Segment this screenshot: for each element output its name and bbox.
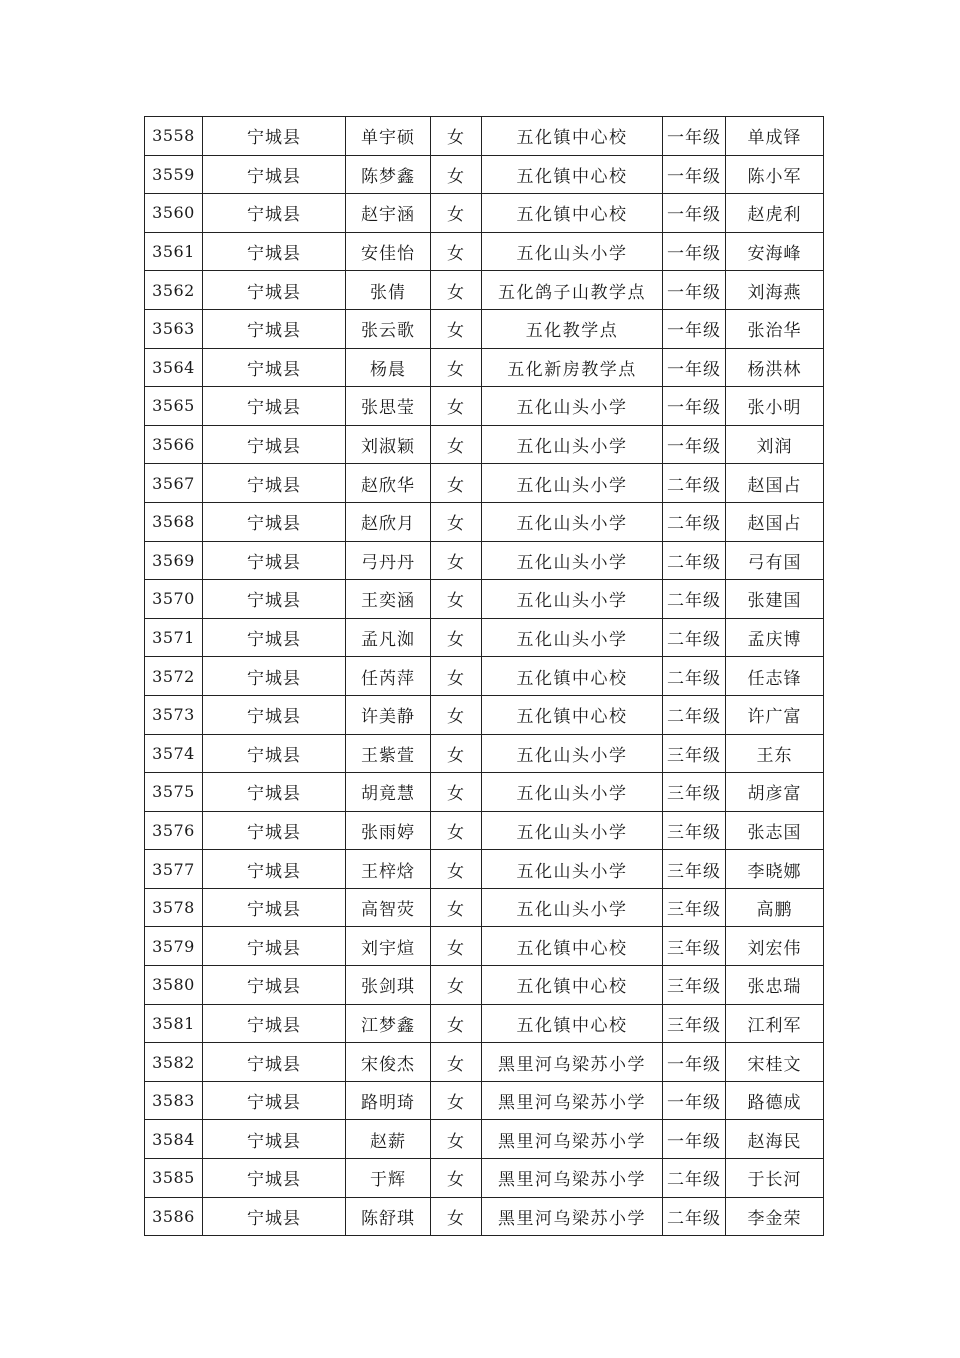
cell-county: 宁城县 bbox=[203, 232, 346, 271]
cell-guardian: 张治华 bbox=[726, 309, 824, 348]
cell-school: 五化镇中心校 bbox=[482, 1004, 663, 1043]
cell-number: 3578 bbox=[145, 888, 203, 927]
cell-grade: 一年级 bbox=[663, 425, 726, 464]
cell-county: 宁城县 bbox=[203, 194, 346, 233]
cell-grade: 一年级 bbox=[663, 271, 726, 310]
cell-grade: 三年级 bbox=[663, 734, 726, 773]
cell-student-name: 于辉 bbox=[346, 1159, 431, 1198]
cell-gender: 女 bbox=[431, 811, 482, 850]
cell-student-name: 高智荧 bbox=[346, 888, 431, 927]
cell-number: 3579 bbox=[145, 927, 203, 966]
cell-guardian: 李金荣 bbox=[726, 1197, 824, 1236]
cell-number: 3566 bbox=[145, 425, 203, 464]
table-row bbox=[145, 734, 824, 773]
cell-gender: 女 bbox=[431, 1004, 482, 1043]
cell-gender: 女 bbox=[431, 1197, 482, 1236]
cell-county: 宁城县 bbox=[203, 657, 346, 696]
cell-county: 宁城县 bbox=[203, 387, 346, 426]
cell-county: 宁城县 bbox=[203, 117, 346, 156]
cell-county: 宁城县 bbox=[203, 348, 346, 387]
table-row bbox=[145, 1159, 824, 1198]
cell-gender: 女 bbox=[431, 734, 482, 773]
table-row bbox=[145, 309, 824, 348]
cell-grade: 二年级 bbox=[663, 1197, 726, 1236]
cell-county: 宁城县 bbox=[203, 155, 346, 194]
cell-county: 宁城县 bbox=[203, 1043, 346, 1082]
cell-school: 五化镇中心校 bbox=[482, 966, 663, 1005]
cell-grade: 二年级 bbox=[663, 657, 726, 696]
cell-gender: 女 bbox=[431, 966, 482, 1005]
cell-gender: 女 bbox=[431, 927, 482, 966]
table-row bbox=[145, 1120, 824, 1159]
cell-gender: 女 bbox=[431, 271, 482, 310]
cell-number: 3583 bbox=[145, 1081, 203, 1120]
cell-student-name: 弓丹丹 bbox=[346, 541, 431, 580]
cell-grade: 一年级 bbox=[663, 348, 726, 387]
cell-number: 3569 bbox=[145, 541, 203, 580]
cell-number: 3561 bbox=[145, 232, 203, 271]
cell-number: 3577 bbox=[145, 850, 203, 889]
cell-guardian: 赵国占 bbox=[726, 464, 824, 503]
cell-grade: 二年级 bbox=[663, 1159, 726, 1198]
cell-grade: 一年级 bbox=[663, 232, 726, 271]
cell-student-name: 赵宇涵 bbox=[346, 194, 431, 233]
table-row bbox=[145, 580, 824, 619]
cell-number: 3573 bbox=[145, 695, 203, 734]
cell-student-name: 陈舒琪 bbox=[346, 1197, 431, 1236]
cell-gender: 女 bbox=[431, 580, 482, 619]
table-row bbox=[145, 271, 824, 310]
cell-school: 五化镇中心校 bbox=[482, 117, 663, 156]
table-row bbox=[145, 773, 824, 812]
cell-gender: 女 bbox=[431, 541, 482, 580]
cell-school: 五化山头小学 bbox=[482, 618, 663, 657]
cell-student-name: 许美静 bbox=[346, 695, 431, 734]
cell-number: 3575 bbox=[145, 773, 203, 812]
cell-gender: 女 bbox=[431, 309, 482, 348]
cell-grade: 三年级 bbox=[663, 811, 726, 850]
table-row bbox=[145, 155, 824, 194]
cell-county: 宁城县 bbox=[203, 811, 346, 850]
cell-guardian: 张建国 bbox=[726, 580, 824, 619]
table-row bbox=[145, 502, 824, 541]
cell-school: 五化山头小学 bbox=[482, 888, 663, 927]
cell-gender: 女 bbox=[431, 1043, 482, 1082]
cell-grade: 三年级 bbox=[663, 888, 726, 927]
cell-school: 黑里河乌梁苏小学 bbox=[482, 1081, 663, 1120]
roster-body bbox=[145, 117, 824, 1236]
cell-student-name: 路明琦 bbox=[346, 1081, 431, 1120]
cell-grade: 三年级 bbox=[663, 1004, 726, 1043]
cell-student-name: 单宇硕 bbox=[346, 117, 431, 156]
cell-guardian: 任志锋 bbox=[726, 657, 824, 696]
cell-student-name: 张思莹 bbox=[346, 387, 431, 426]
cell-school: 五化镇中心校 bbox=[482, 155, 663, 194]
cell-number: 3560 bbox=[145, 194, 203, 233]
cell-guardian: 张小明 bbox=[726, 387, 824, 426]
table-row bbox=[145, 348, 824, 387]
table-row bbox=[145, 1197, 824, 1236]
cell-county: 宁城县 bbox=[203, 541, 346, 580]
cell-gender: 女 bbox=[431, 773, 482, 812]
cell-number: 3581 bbox=[145, 1004, 203, 1043]
cell-guardian: 杨洪林 bbox=[726, 348, 824, 387]
cell-guardian: 许广富 bbox=[726, 695, 824, 734]
cell-school: 五化山头小学 bbox=[482, 734, 663, 773]
cell-guardian: 弓有国 bbox=[726, 541, 824, 580]
table-row bbox=[145, 117, 824, 156]
cell-grade: 一年级 bbox=[663, 155, 726, 194]
table-row bbox=[145, 1004, 824, 1043]
cell-guardian: 于长河 bbox=[726, 1159, 824, 1198]
cell-number: 3584 bbox=[145, 1120, 203, 1159]
cell-school: 五化山头小学 bbox=[482, 811, 663, 850]
cell-number: 3565 bbox=[145, 387, 203, 426]
cell-gender: 女 bbox=[431, 194, 482, 233]
cell-school: 五化鸽子山教学点 bbox=[482, 271, 663, 310]
cell-student-name: 安佳怡 bbox=[346, 232, 431, 271]
cell-county: 宁城县 bbox=[203, 966, 346, 1005]
cell-county: 宁城县 bbox=[203, 1081, 346, 1120]
cell-grade: 三年级 bbox=[663, 966, 726, 1005]
cell-number: 3585 bbox=[145, 1159, 203, 1198]
cell-number: 3564 bbox=[145, 348, 203, 387]
cell-grade: 三年级 bbox=[663, 850, 726, 889]
table-row bbox=[145, 1043, 824, 1082]
cell-number: 3572 bbox=[145, 657, 203, 696]
cell-county: 宁城县 bbox=[203, 580, 346, 619]
cell-student-name: 王梓焓 bbox=[346, 850, 431, 889]
cell-guardian: 孟庆博 bbox=[726, 618, 824, 657]
cell-guardian: 胡彦富 bbox=[726, 773, 824, 812]
cell-county: 宁城县 bbox=[203, 1004, 346, 1043]
cell-school: 黑里河乌梁苏小学 bbox=[482, 1043, 663, 1082]
cell-grade: 一年级 bbox=[663, 1120, 726, 1159]
cell-guardian: 王东 bbox=[726, 734, 824, 773]
cell-student-name: 刘宇煊 bbox=[346, 927, 431, 966]
cell-guardian: 赵国占 bbox=[726, 502, 824, 541]
cell-student-name: 张雨婷 bbox=[346, 811, 431, 850]
cell-student-name: 王奕涵 bbox=[346, 580, 431, 619]
cell-student-name: 张剑琪 bbox=[346, 966, 431, 1005]
cell-student-name: 张倩 bbox=[346, 271, 431, 310]
cell-grade: 一年级 bbox=[663, 117, 726, 156]
cell-guardian: 李晓娜 bbox=[726, 850, 824, 889]
cell-gender: 女 bbox=[431, 888, 482, 927]
cell-guardian: 刘宏伟 bbox=[726, 927, 824, 966]
table-row bbox=[145, 657, 824, 696]
cell-county: 宁城县 bbox=[203, 464, 346, 503]
table-row bbox=[145, 464, 824, 503]
cell-school: 五化新房教学点 bbox=[482, 348, 663, 387]
cell-school: 黑里河乌梁苏小学 bbox=[482, 1120, 663, 1159]
cell-school: 五化山头小学 bbox=[482, 541, 663, 580]
cell-school: 五化山头小学 bbox=[482, 773, 663, 812]
cell-guardian: 张忠瑞 bbox=[726, 966, 824, 1005]
cell-guardian: 刘润 bbox=[726, 425, 824, 464]
table-row bbox=[145, 966, 824, 1005]
cell-school: 五化山头小学 bbox=[482, 232, 663, 271]
cell-gender: 女 bbox=[431, 618, 482, 657]
cell-student-name: 宋俊杰 bbox=[346, 1043, 431, 1082]
table-row bbox=[145, 232, 824, 271]
cell-county: 宁城县 bbox=[203, 695, 346, 734]
cell-student-name: 胡竟慧 bbox=[346, 773, 431, 812]
cell-grade: 一年级 bbox=[663, 194, 726, 233]
cell-number: 3563 bbox=[145, 309, 203, 348]
cell-grade: 三年级 bbox=[663, 927, 726, 966]
table-row bbox=[145, 387, 824, 426]
cell-gender: 女 bbox=[431, 1081, 482, 1120]
cell-grade: 二年级 bbox=[663, 695, 726, 734]
cell-county: 宁城县 bbox=[203, 502, 346, 541]
cell-number: 3562 bbox=[145, 271, 203, 310]
cell-guardian: 安海峰 bbox=[726, 232, 824, 271]
cell-number: 3576 bbox=[145, 811, 203, 850]
table-row bbox=[145, 541, 824, 580]
cell-student-name: 孟凡洳 bbox=[346, 618, 431, 657]
cell-number: 3567 bbox=[145, 464, 203, 503]
cell-student-name: 张云歌 bbox=[346, 309, 431, 348]
cell-number: 3558 bbox=[145, 117, 203, 156]
cell-student-name: 王紫萱 bbox=[346, 734, 431, 773]
cell-school: 五化山头小学 bbox=[482, 387, 663, 426]
cell-guardian: 高鹏 bbox=[726, 888, 824, 927]
cell-gender: 女 bbox=[431, 117, 482, 156]
cell-guardian: 赵虎利 bbox=[726, 194, 824, 233]
table-row bbox=[145, 618, 824, 657]
cell-number: 3568 bbox=[145, 502, 203, 541]
cell-guardian: 单成铎 bbox=[726, 117, 824, 156]
cell-grade: 一年级 bbox=[663, 387, 726, 426]
cell-school: 五化镇中心校 bbox=[482, 927, 663, 966]
cell-grade: 一年级 bbox=[663, 1043, 726, 1082]
cell-student-name: 赵薪 bbox=[346, 1120, 431, 1159]
table-row bbox=[145, 1081, 824, 1120]
cell-school: 黑里河乌梁苏小学 bbox=[482, 1197, 663, 1236]
cell-county: 宁城县 bbox=[203, 927, 346, 966]
cell-county: 宁城县 bbox=[203, 309, 346, 348]
cell-grade: 二年级 bbox=[663, 502, 726, 541]
cell-gender: 女 bbox=[431, 387, 482, 426]
table-row bbox=[145, 811, 824, 850]
cell-guardian: 张志国 bbox=[726, 811, 824, 850]
cell-county: 宁城县 bbox=[203, 271, 346, 310]
cell-school: 五化山头小学 bbox=[482, 850, 663, 889]
cell-county: 宁城县 bbox=[203, 773, 346, 812]
cell-school: 五化镇中心校 bbox=[482, 194, 663, 233]
cell-number: 3571 bbox=[145, 618, 203, 657]
table-row bbox=[145, 850, 824, 889]
cell-guardian: 宋桂文 bbox=[726, 1043, 824, 1082]
cell-guardian: 刘海燕 bbox=[726, 271, 824, 310]
cell-gender: 女 bbox=[431, 464, 482, 503]
cell-student-name: 任芮萍 bbox=[346, 657, 431, 696]
cell-gender: 女 bbox=[431, 1120, 482, 1159]
cell-school: 五化山头小学 bbox=[482, 425, 663, 464]
cell-school: 五化山头小学 bbox=[482, 580, 663, 619]
cell-county: 宁城县 bbox=[203, 1159, 346, 1198]
cell-grade: 一年级 bbox=[663, 309, 726, 348]
cell-county: 宁城县 bbox=[203, 1120, 346, 1159]
cell-county: 宁城县 bbox=[203, 850, 346, 889]
cell-school: 五化教学点 bbox=[482, 309, 663, 348]
cell-gender: 女 bbox=[431, 695, 482, 734]
cell-gender: 女 bbox=[431, 1159, 482, 1198]
cell-gender: 女 bbox=[431, 348, 482, 387]
cell-guardian: 赵海民 bbox=[726, 1120, 824, 1159]
cell-student-name: 赵欣华 bbox=[346, 464, 431, 503]
cell-grade: 二年级 bbox=[663, 541, 726, 580]
table-row bbox=[145, 194, 824, 233]
roster-table bbox=[144, 116, 824, 1236]
cell-student-name: 刘淑颖 bbox=[346, 425, 431, 464]
cell-county: 宁城县 bbox=[203, 1197, 346, 1236]
cell-number: 3570 bbox=[145, 580, 203, 619]
cell-school: 五化山头小学 bbox=[482, 502, 663, 541]
cell-school: 五化镇中心校 bbox=[482, 695, 663, 734]
cell-gender: 女 bbox=[431, 502, 482, 541]
cell-county: 宁城县 bbox=[203, 888, 346, 927]
cell-school: 五化镇中心校 bbox=[482, 657, 663, 696]
cell-school: 黑里河乌梁苏小学 bbox=[482, 1159, 663, 1198]
cell-gender: 女 bbox=[431, 850, 482, 889]
cell-number: 3559 bbox=[145, 155, 203, 194]
cell-student-name: 赵欣月 bbox=[346, 502, 431, 541]
cell-number: 3574 bbox=[145, 734, 203, 773]
cell-grade: 二年级 bbox=[663, 618, 726, 657]
table-row bbox=[145, 425, 824, 464]
cell-county: 宁城县 bbox=[203, 734, 346, 773]
table-row bbox=[145, 695, 824, 734]
cell-student-name: 江梦鑫 bbox=[346, 1004, 431, 1043]
cell-gender: 女 bbox=[431, 425, 482, 464]
cell-county: 宁城县 bbox=[203, 425, 346, 464]
table-row bbox=[145, 927, 824, 966]
cell-gender: 女 bbox=[431, 657, 482, 696]
cell-guardian: 路德成 bbox=[726, 1081, 824, 1120]
cell-grade: 二年级 bbox=[663, 580, 726, 619]
table-row bbox=[145, 888, 824, 927]
cell-grade: 三年级 bbox=[663, 773, 726, 812]
cell-grade: 二年级 bbox=[663, 464, 726, 503]
cell-guardian: 陈小军 bbox=[726, 155, 824, 194]
cell-school: 五化山头小学 bbox=[482, 464, 663, 503]
cell-county: 宁城县 bbox=[203, 618, 346, 657]
cell-gender: 女 bbox=[431, 155, 482, 194]
cell-student-name: 陈梦鑫 bbox=[346, 155, 431, 194]
cell-student-name: 杨晨 bbox=[346, 348, 431, 387]
cell-guardian: 江利军 bbox=[726, 1004, 824, 1043]
cell-gender: 女 bbox=[431, 232, 482, 271]
cell-number: 3586 bbox=[145, 1197, 203, 1236]
cell-number: 3580 bbox=[145, 966, 203, 1005]
cell-number: 3582 bbox=[145, 1043, 203, 1082]
cell-grade: 一年级 bbox=[663, 1081, 726, 1120]
